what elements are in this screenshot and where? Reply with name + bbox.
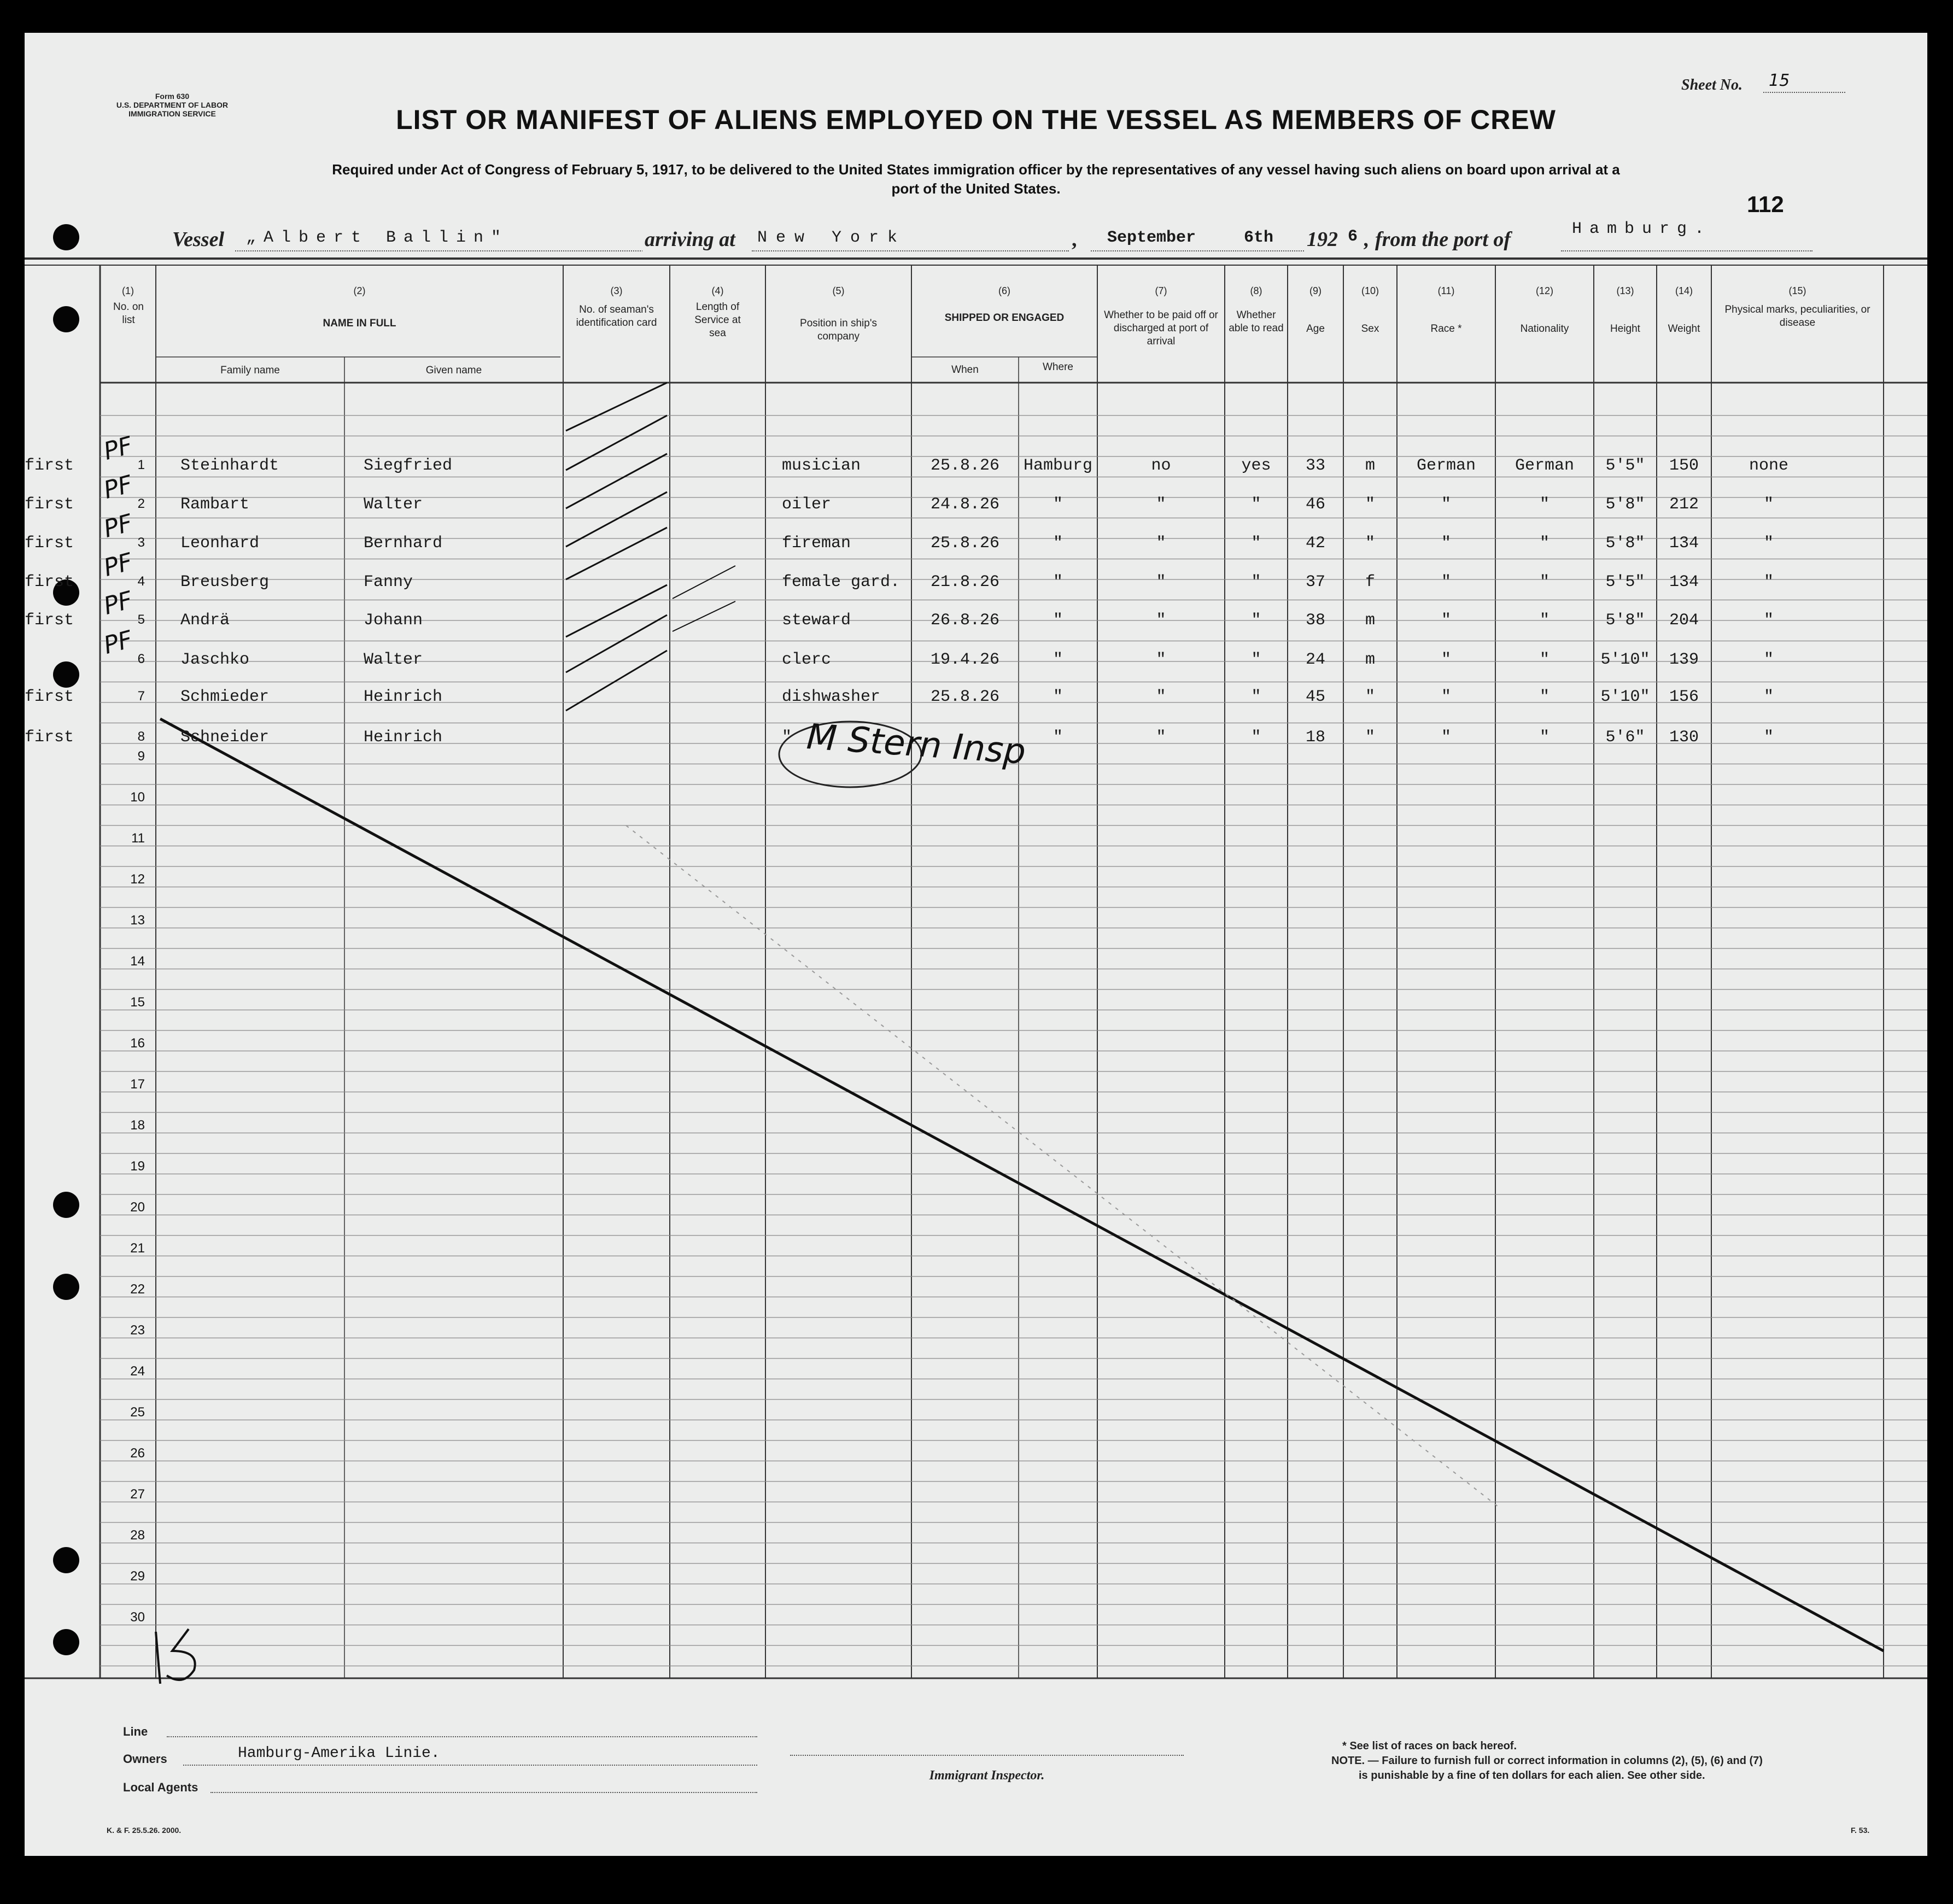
cell-read: "	[1251, 651, 1261, 669]
sheet-number-label: Sheet No.	[1681, 77, 1743, 93]
col11-number: (11)	[1437, 285, 1455, 296]
cell-where: "	[1052, 651, 1063, 669]
cell-given: Fanny	[364, 573, 413, 591]
cell-height: 5'10"	[1600, 688, 1650, 706]
cell-when: 25.8.26	[930, 456, 1000, 475]
row-number: 4	[137, 574, 145, 589]
vessel-label: Vessel	[172, 228, 224, 251]
manifest-sheet	[25, 33, 1927, 1856]
row-number: 16	[130, 1036, 145, 1051]
cell-height: 5'8"	[1605, 495, 1645, 514]
col8-number: (8)	[1250, 285, 1262, 296]
department-name: U.S. DEPARTMENT OF LABOR	[116, 101, 229, 109]
cell-family: Rambart	[180, 495, 250, 514]
races-note: * See list of races on back hereof.	[1342, 1740, 1517, 1752]
cell-race: "	[1441, 573, 1451, 591]
from-label: from the port of	[1375, 228, 1511, 251]
row-number: 10	[130, 790, 145, 805]
col14-number: (14)	[1675, 285, 1693, 296]
fine-note-line-2: is punishable by a fine of ten dollars for each alien. See other side.	[1359, 1770, 1705, 1782]
row-number: 6	[137, 652, 145, 666]
row-number: 8	[137, 729, 145, 744]
col10-number: (10)	[1361, 285, 1379, 296]
comma: ,	[1072, 228, 1077, 251]
cell-read: yes	[1241, 456, 1271, 475]
col12-number: (12)	[1535, 285, 1553, 296]
row-number: 5	[137, 612, 145, 627]
inspector-label: Immigrant Inspector.	[929, 1768, 1045, 1783]
cell-height: 5'5"	[1605, 573, 1645, 591]
cell-family: Schmieder	[180, 688, 270, 706]
cell-given: Johann	[364, 611, 423, 630]
cell-paid: "	[1156, 495, 1166, 514]
col6a-header: When	[951, 364, 979, 376]
form-subtitle-line-1: Required under Act of Congress of February 5, 1917, to be delivered to the United States immigration officer by the representatives of any vessel having such aliens on board upon arrival at a	[332, 161, 1620, 178]
cell-position: clerc	[782, 651, 832, 669]
cell-marks: "	[1763, 573, 1774, 591]
cell-when: 25.8.26	[930, 688, 1000, 706]
cell-marks: "	[1763, 534, 1774, 553]
cell-read: "	[1251, 688, 1261, 706]
cell-where: "	[1052, 611, 1063, 630]
cell-age: 38	[1305, 611, 1325, 630]
cell-where: "	[1052, 688, 1063, 706]
vessel-value: „Albert Ballin"	[246, 229, 509, 247]
form-code: F. 53.	[1851, 1826, 1870, 1835]
cell-where: "	[1052, 728, 1063, 747]
cell-position: oiler	[782, 495, 832, 514]
form-number: Form 630	[155, 92, 190, 101]
cell-age: 33	[1305, 456, 1325, 475]
cell-age: 45	[1305, 688, 1325, 706]
cell-read: "	[1251, 495, 1261, 514]
pf-annotation: PF	[101, 548, 136, 582]
margin-annotation: first	[25, 534, 74, 553]
manifest-grid	[25, 33, 1927, 1856]
row-number: 19	[130, 1159, 145, 1174]
row-number: 15	[130, 995, 145, 1010]
pf-annotation: PF	[101, 431, 136, 466]
cell-age: 24	[1305, 651, 1325, 669]
local-agents-label: Local Agents	[123, 1780, 198, 1794]
row-number: 13	[130, 913, 145, 928]
row-number: 22	[130, 1282, 145, 1297]
cell-paid: "	[1156, 688, 1166, 706]
col4-number: (4)	[711, 285, 724, 296]
cell-when: 19.4.26	[930, 651, 1000, 669]
cell-read: "	[1251, 611, 1261, 630]
row-number: 24	[130, 1364, 145, 1379]
cell-position: musician	[782, 456, 861, 475]
col10-header: Sex	[1361, 323, 1379, 335]
cell-nationality: "	[1539, 728, 1549, 747]
printer-mark: K. & F. 25.5.26. 2000.	[107, 1826, 182, 1835]
cell-read: "	[1251, 573, 1261, 591]
col14-header: Weight	[1668, 323, 1700, 335]
cell-family: Andrä	[180, 611, 230, 630]
form-title: LIST OR MANIFEST OF ALIENS EMPLOYED ON THE VESSEL AS MEMBERS OF CREW	[396, 104, 1556, 135]
cell-when: 21.8.26	[930, 573, 1000, 591]
cell-weight: 134	[1669, 534, 1699, 553]
cell-paid: "	[1156, 611, 1166, 630]
row-number: 17	[130, 1077, 145, 1092]
cell-race: "	[1441, 728, 1451, 747]
cell-marks: none	[1749, 456, 1788, 475]
cell-nationality: "	[1539, 573, 1549, 591]
from-port-value: Hamburg.	[1572, 220, 1712, 238]
col2a-header: Family name	[220, 365, 280, 376]
col2-header: NAME IN FULL	[323, 318, 396, 329]
cell-weight: 134	[1669, 573, 1699, 591]
cell-family: Schneider	[180, 728, 270, 747]
cell-race: "	[1441, 534, 1451, 553]
row-number: 9	[137, 749, 145, 764]
col13-number: (13)	[1616, 285, 1634, 296]
cell-given: Heinrich	[364, 728, 443, 747]
cell-sex: "	[1365, 495, 1375, 514]
cell-nationality: "	[1539, 495, 1549, 514]
date-month: September	[1107, 229, 1196, 247]
cell-family: Leonhard	[180, 534, 260, 553]
cell-where: "	[1052, 495, 1063, 514]
row-number: 26	[130, 1446, 145, 1461]
arriving-value: New York	[757, 229, 907, 247]
cell-family: Jaschko	[180, 651, 250, 669]
cell-weight: 139	[1669, 651, 1699, 669]
row-number: 30	[130, 1610, 145, 1625]
cell-race: German	[1416, 456, 1476, 475]
col6b-header: Where	[1043, 361, 1073, 373]
inspector-signature: M Stern Insp	[805, 717, 1027, 772]
cell-marks: "	[1763, 728, 1774, 747]
row-number: 18	[130, 1118, 145, 1133]
row-number: 2	[137, 496, 145, 511]
cell-sex: m	[1365, 611, 1375, 630]
cell-age: 37	[1305, 573, 1325, 591]
margin-annotation: first	[25, 728, 74, 747]
margin-annotation: first	[25, 573, 74, 591]
cell-read: "	[1251, 728, 1261, 747]
cell-given: Walter	[364, 651, 423, 669]
cell-position: "	[782, 728, 792, 747]
line-label: Line	[123, 1725, 148, 1738]
pf-annotation: PF	[101, 586, 136, 620]
cell-height: 5'8"	[1605, 534, 1645, 553]
cell-height: 5'8"	[1605, 611, 1645, 630]
pf-annotation: PF	[101, 625, 136, 660]
col7-header: Whether to be paid off or discharged at port of arrival	[1104, 309, 1218, 347]
date-day: 6th	[1244, 229, 1274, 247]
cell-height: 5'6"	[1605, 728, 1645, 747]
local-agents-field	[210, 1777, 757, 1793]
col1-number: (1)	[122, 285, 134, 296]
cell-marks: "	[1763, 651, 1774, 669]
pf-annotation: PF	[101, 509, 136, 543]
cell-marks: "	[1763, 688, 1774, 706]
cell-given: Walter	[364, 495, 423, 514]
arriving-label: arriving at	[642, 227, 738, 251]
col1-header: No. on list	[113, 301, 144, 326]
col4-header: Length of Service at sea	[694, 301, 741, 339]
cell-paid: no	[1151, 456, 1171, 475]
cell-nationality: German	[1515, 456, 1575, 475]
margin-annotation: first	[25, 688, 74, 706]
cell-family: Steinhardt	[180, 456, 279, 475]
cell-age: 46	[1305, 495, 1325, 514]
col5-header: Position in ship's company	[800, 318, 877, 342]
owners-field	[183, 1744, 757, 1766]
owners-label: Owners	[123, 1752, 167, 1766]
cell-race: "	[1441, 495, 1451, 514]
cell-age: 42	[1305, 534, 1325, 553]
cell-read: "	[1251, 534, 1261, 553]
cell-race: "	[1441, 611, 1451, 630]
cell-nationality: "	[1539, 651, 1549, 669]
col13-header: Height	[1610, 323, 1640, 335]
col7-number: (7)	[1155, 285, 1167, 296]
form-subtitle-line-2: port of the United States.	[891, 180, 1061, 197]
col3-number: (3)	[610, 285, 623, 296]
cell-paid: "	[1156, 534, 1166, 553]
cell-sex: "	[1365, 688, 1375, 706]
col15-header: Physical marks, peculiarities, or disease	[1724, 304, 1870, 329]
cell-age: 18	[1305, 728, 1325, 747]
cell-when: 26.8.26	[930, 611, 1000, 630]
cell-weight: 204	[1669, 611, 1699, 630]
cell-given: Siegfried	[364, 456, 453, 475]
row-number: 11	[131, 831, 145, 846]
cell-sex: "	[1365, 728, 1375, 747]
cell-sex: f	[1365, 573, 1375, 591]
row-number: 23	[130, 1323, 145, 1338]
row-number: 20	[130, 1200, 145, 1215]
col2-number: (2)	[353, 285, 366, 296]
cell-paid: "	[1156, 573, 1166, 591]
year-prefix: 192	[1307, 228, 1338, 251]
cell-weight: 130	[1669, 728, 1699, 747]
col12-header: Nationality	[1520, 323, 1569, 335]
cell-position: female gard.	[782, 573, 901, 591]
margin-annotation: first	[25, 495, 74, 514]
margin-annotation: first	[25, 611, 74, 630]
cell-position: steward	[782, 611, 851, 630]
cell-sex: m	[1365, 456, 1375, 475]
col2b-header: Given name	[425, 365, 482, 376]
col11-header: Race *	[1430, 323, 1462, 335]
col6-number: (6)	[998, 285, 1010, 296]
cell-race: "	[1441, 688, 1451, 706]
year-suffix: 6	[1348, 227, 1358, 246]
col5-number: (5)	[832, 285, 845, 296]
cell-marks: "	[1763, 611, 1774, 630]
fine-note-line-1: NOTE. — Failure to furnish full or correct information in columns (2), (5), (6) and (7)	[1331, 1755, 1763, 1767]
col8-header: Whether able to read	[1229, 309, 1284, 334]
cell-weight: 156	[1669, 688, 1699, 706]
cell-sex: m	[1365, 651, 1375, 669]
row-number: 21	[130, 1241, 145, 1256]
cell-race: "	[1441, 651, 1451, 669]
row-number: 12	[130, 872, 145, 887]
cell-where: "	[1052, 573, 1063, 591]
pf-annotation: PF	[101, 470, 136, 505]
row-number: 25	[130, 1405, 145, 1420]
cell-where: "	[1052, 534, 1063, 553]
page-number: 112	[1747, 191, 1784, 217]
cell-given: Bernhard	[364, 534, 443, 553]
cell-where: Hamburg	[1023, 456, 1093, 475]
cell-height: 5'10"	[1600, 651, 1650, 669]
service-name: IMMIGRATION SERVICE	[128, 109, 216, 118]
cell-nationality: "	[1539, 534, 1549, 553]
col6-header: SHIPPED OR ENGAGED	[944, 312, 1065, 324]
cell-weight: 150	[1669, 456, 1699, 475]
cell-nationality: "	[1539, 688, 1549, 706]
cell-position: dishwasher	[782, 688, 881, 706]
row-number: 14	[130, 954, 145, 969]
cancellation-line	[160, 719, 1884, 1651]
row-number: 1	[137, 458, 145, 472]
row-number: 7	[137, 689, 145, 704]
cell-given: Heinrich	[364, 688, 443, 706]
cell-family: Breusberg	[180, 573, 270, 591]
row-number: 28	[130, 1528, 145, 1543]
cell-paid: "	[1156, 651, 1166, 669]
col9-number: (9)	[1309, 285, 1322, 296]
cell-position: fireman	[782, 534, 851, 553]
margin-annotation: first	[25, 456, 74, 475]
from-label-prefix: ,	[1364, 228, 1370, 251]
inspector-signature-line	[790, 1733, 1184, 1756]
cell-sex: "	[1365, 534, 1375, 553]
row-number: 27	[130, 1487, 145, 1502]
cell-marks: "	[1763, 495, 1774, 514]
cell-nationality: "	[1539, 611, 1549, 630]
cell-when: 24.8.26	[930, 495, 1000, 514]
row-number: 29	[130, 1569, 145, 1584]
line-field	[167, 1722, 757, 1737]
sheet-number-value: 15	[1769, 71, 1790, 90]
cell-height: 5'5"	[1605, 456, 1645, 475]
col15-number: (15)	[1788, 285, 1806, 296]
cell-paid: "	[1156, 728, 1166, 747]
cell-when: 25.8.26	[930, 534, 1000, 553]
col3-header: No. of seaman's identification card	[576, 304, 657, 329]
row-number: 3	[137, 535, 145, 550]
cell-weight: 212	[1669, 495, 1699, 514]
col9-header: Age	[1306, 323, 1325, 335]
owners-value: Hamburg-Amerika Linie.	[238, 1745, 440, 1762]
